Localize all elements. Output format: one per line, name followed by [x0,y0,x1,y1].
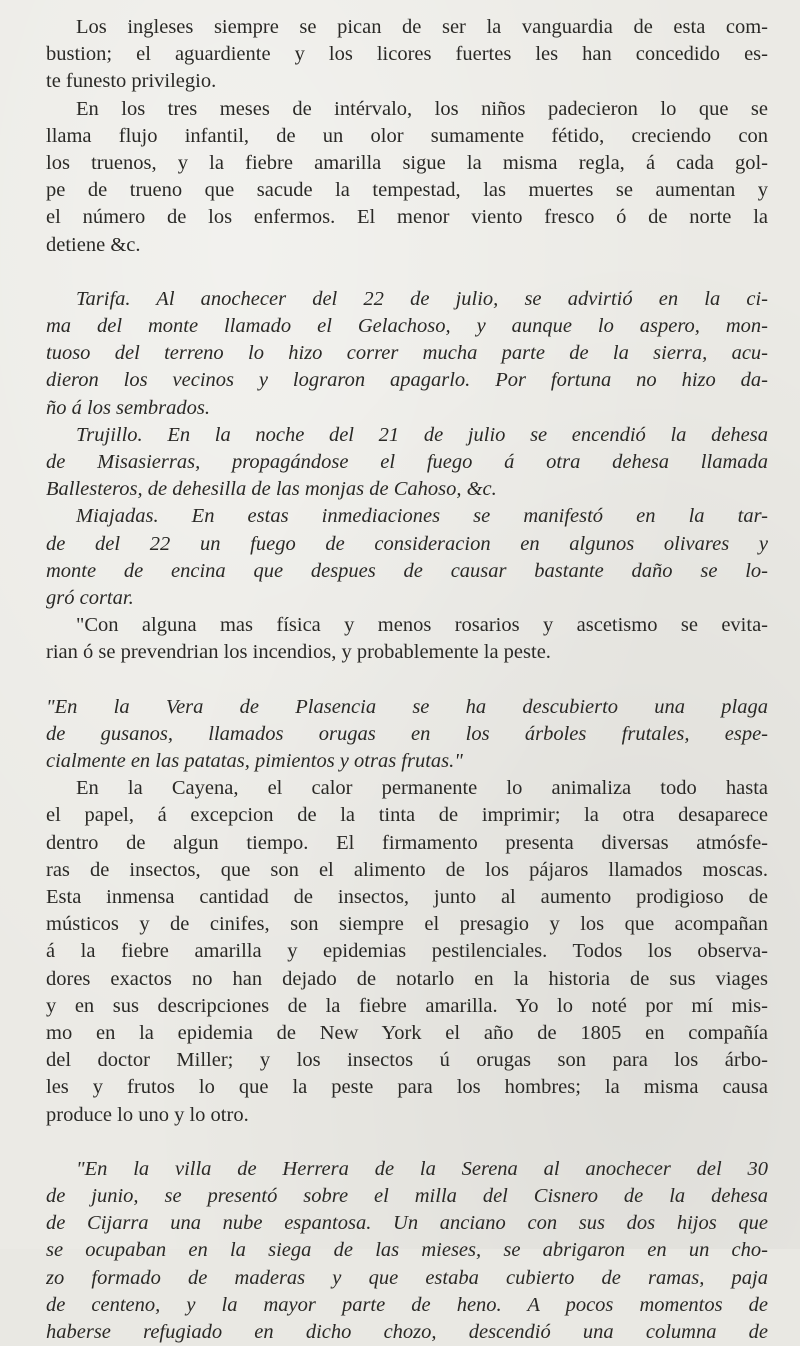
text-line: gró cortar. [46,586,134,609]
text-line: Ballesteros, de dehesilla de las monjas de Cahoso, &c. [46,478,497,501]
text-line: te funesto privilegio. [46,70,217,93]
text-line: Esta inmensa cantidad de insectos, junto al aumento prodigioso de [46,886,768,908]
text-line: se ocupaban en la siega de las mieses, se abrigaron en un cho- [46,1239,768,1262]
text-line: haberse refugiado en dicho chozo, descendió una columna de [46,1321,768,1343]
text-line: "Con alguna mas física y menos rosarios y ascetismo se evita- [76,614,768,637]
text-line: á la fiebre amarilla y epidemias pestilenciales. Todos los observa- [46,940,768,963]
text-line: tuoso del terreno lo hizo correr mucha parte de la sierra, acu- [46,342,768,365]
bleed-through-line [46,259,768,286]
text-line: el papel, á excepcion de la tinta de imprimir; la otra desaparece [46,804,768,827]
text-line: bustion; el aguardiente y los licores fuertes les han concedido es- [46,43,768,66]
text-line: de junio, se presentó sobre el milla del Cisnero de la dehesa [46,1185,768,1208]
text-line: Tarifa. Al anochecer del 22 de julio, se advirtió en la ci- [76,287,768,310]
text-line: Los ingleses siempre se pican de ser la vanguardia de esta com- [76,16,768,38]
text-line: zo formado de maderas y que estaba cubierto de ramas, paja [46,1266,768,1289]
text-line: En la Cayena, el calor permanente lo animaliza todo hasta [76,777,768,800]
text-line: En los tres meses de intérvalo, los niños padecieron lo que se [76,97,768,120]
text-line: pe de trueno que sacude la tempestad, las muertes se aumentan y [46,179,768,202]
text-line: ras de insectos, que son el alimento de los pájaros llamados moscas. [46,858,768,881]
text-line: el número de los enfermos. El menor viento fresco ó de norte la [46,206,768,229]
text-line: dieron los vecinos y lograron apagarlo. Por fortuna no hizo da- [46,369,768,392]
text-line: rian ó se prevendrian los incendios, y probablemente la peste. [46,641,551,664]
text-line: del doctor Miller; y los insectos ú orugas son para los árbo- [46,1049,768,1072]
bleed-through-line [46,1129,768,1156]
text-line: dores exactos no han dejado de notarlo en la historia de sus viages [46,967,768,990]
text-line: produce lo uno y lo otro. [46,1103,249,1126]
text-line: Miajadas. En estas inmediaciones se manifestó en la tar- [76,505,768,528]
text-line: detiene &c. [46,233,141,256]
text-line: los truenos, y la fiebre amarilla sigue la misma regla, á cada gol- [46,151,768,174]
text-line: dentro de algun tiempo. El firmamento presenta diversas atmósfe- [46,831,768,854]
text-line: de gusanos, llamados orugas en los árboles frutales, espe- [46,722,768,745]
text-line: ño á los sembrados. [46,396,211,419]
text-line: y en sus descripciones de la fiebre amarilla. Yo lo noté por mí mis- [46,994,768,1017]
text-line: les y frutos lo que la peste para los hombres; la misma causa [46,1076,768,1099]
bleed-through-line [46,667,768,694]
text-line: de Misasierras, propagándose el fuego á otra dehesa llamada [46,451,768,473]
text-line: monte de encina que despues de causar bastante daño se lo- [46,559,768,582]
text-line: "En la Vera de Plasencia se ha descubierto una plaga [46,695,768,718]
text-line: de centeno, y la mayor parte de heno. A pocos momentos de [46,1293,768,1316]
text-line: "En la villa de Herrera de la Serena al anochecer del 30 [76,1157,768,1180]
text-line: de del 22 un fuego de consideracion en algunos olivares y [46,532,768,555]
text-line: mo en la epidemia de New York el año de 1805 en compañía [46,1021,768,1044]
text-line: músticos y de cinifes, son siempre el presagio y los que acompañan [46,913,768,936]
text-line: llama flujo infantil, de un olor sumamente fétido, creciendo con [46,124,768,147]
body-text [46,14,768,1346]
text-line: cialmente en las patatas, pimientos y otras frutas." [46,750,463,773]
text-line: de Cijarra una nube espantosa. Un anciano con sus dos hijos que [46,1212,768,1235]
text-line: Trujillo. En la noche del 21 de julio se encendió la dehesa [76,423,768,446]
text-line: ma del monte llamado el Gelachoso, y aunque lo aspero, mon- [46,315,768,338]
